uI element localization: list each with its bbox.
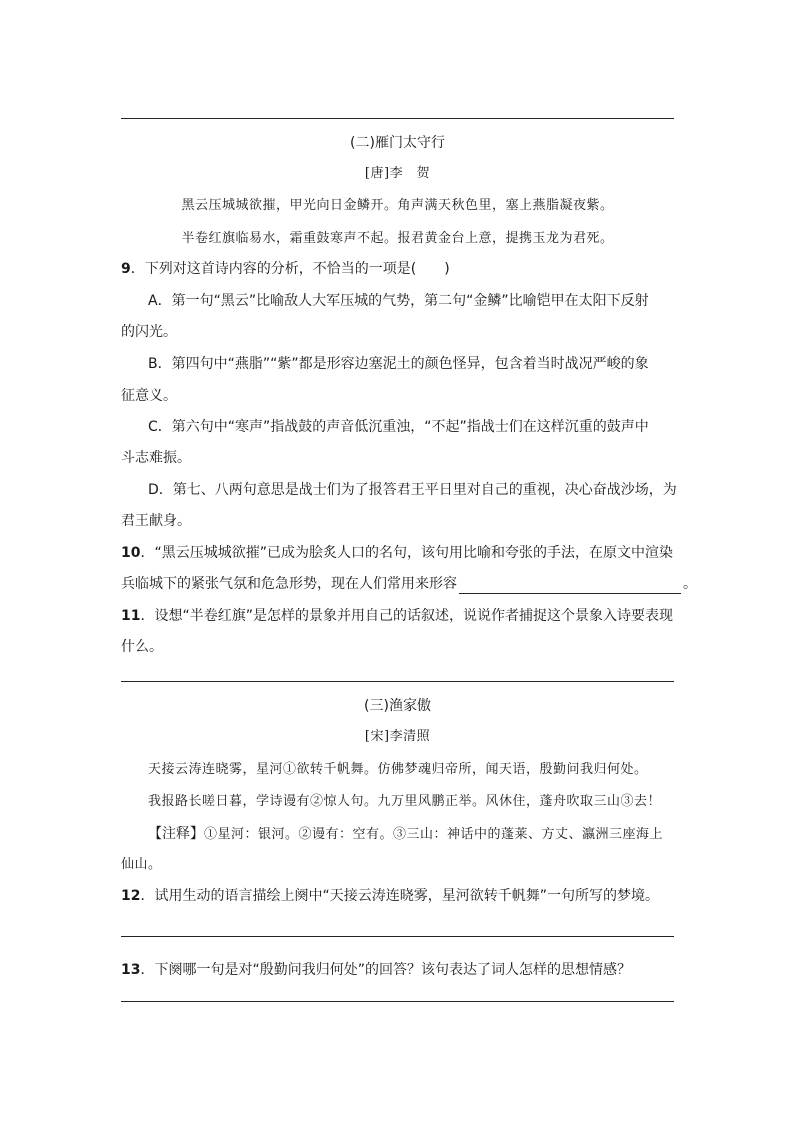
question-number: 11 xyxy=(121,608,141,624)
question-text: ．设想“半卷红旗”是怎样的景象并用自己的话叙述，说说作者捕捉这个景象入诗要表现 xyxy=(140,608,673,624)
poem-title-yanmen: (二)雁门太守行 xyxy=(350,135,445,151)
answer-blank[interactable] xyxy=(459,579,681,594)
poem-line-2: 半卷红旗临易水，霜重鼓寒声不起。报君黄金台上意，提携玉龙为君死。 xyxy=(181,231,614,246)
annotation-text: ①星河：银河。②谩有：空有。③三山：神话中的蓬莱、方丈、瀛洲三座海上 xyxy=(204,827,664,842)
question-stem: ．下列对这首诗内容的分析，不恰当的一项是( ) xyxy=(130,261,450,277)
poem-author-yanmen: [唐]李 贺 xyxy=(364,166,431,181)
question-text: ．下阕哪一句是对“殷勤问我归何处”的回答？该句表达了词人怎样的思想情感？ xyxy=(140,962,631,978)
option-b-line1: B．第四句中“燕脂”“紫”都是形容边塞泥土的颜色怪异，包含着当时战况严峻的象 xyxy=(148,356,649,372)
question-number: 13 xyxy=(121,962,141,978)
question-text: ．试用生动的语言描绘上阕中“天接云涛连晓雾，星河欲转千帆舞”一句所写的梦境。 xyxy=(140,888,659,904)
option-d-line1: D．第七、八两句意思是战士们为了报答君王平日里对自己的重视，决心奋战沙场，为 xyxy=(148,482,677,498)
question-11-line1 xyxy=(121,606,673,626)
question-number: 12 xyxy=(121,888,141,904)
poem-line-1: 黑云压城城欲摧，甲光向日金鳞开。角声满天秋色里，塞上燕脂凝夜紫。 xyxy=(181,198,614,213)
option-b-line2: 征意义。 xyxy=(121,388,177,404)
question-text: 兵临城下的紧张气氛和危急形势，现在人们常用来形容 xyxy=(121,576,457,592)
option-a-line1: A．第一句“黑云”比喻敌人大军压城的气势，第二句“金鳞”比喻铠甲在太阳下反射 xyxy=(148,293,649,309)
question-9 xyxy=(121,259,450,279)
annotation-label: 【注释】 xyxy=(148,826,204,842)
option-c-line2: 斗志难振。 xyxy=(121,450,191,466)
question-13 xyxy=(121,960,631,980)
option-c-line1: C．第六句中“寒声”指战鼓的声音低沉重浊，“不起”指战士们在这样沉重的鼓声中 xyxy=(148,419,649,435)
question-number: 9 xyxy=(121,261,131,277)
question-12 xyxy=(121,886,659,906)
question-end: 。 xyxy=(683,576,697,592)
divider-top xyxy=(121,118,674,119)
ci-line-1: 天接云涛连晓雾，星河①欲转千帆舞。仿佛梦魂归帝所，闻天语，殷勤问我归何处。 xyxy=(148,762,648,777)
answer-line-13[interactable] xyxy=(121,1001,674,1002)
question-10-line1 xyxy=(121,543,673,563)
question-number: 10 xyxy=(121,545,141,561)
annotation-line2: 仙山。 xyxy=(121,857,162,872)
divider-middle xyxy=(121,681,674,682)
poem-title-yujiaao: (三)渔家傲 xyxy=(364,698,431,714)
question-text: ．“黑云压城城欲摧”已成为脍炙人口的名句，该句用比喻和夸张的手法，在原文中渲染 xyxy=(140,545,673,561)
ci-line-2: 我报路长嗟日暮，学诗谩有②惊人句。九万里风鹏正举。风休住，蓬舟吹取三山③去！ xyxy=(148,794,662,809)
option-a-line2: 的闪光。 xyxy=(121,324,177,340)
answer-line-12[interactable] xyxy=(121,936,674,937)
question-11-line2: 什么。 xyxy=(121,639,163,655)
annotation-line1 xyxy=(148,824,663,845)
question-10-line2 xyxy=(121,574,697,594)
poem-author-yujiaao: [宋]李清照 xyxy=(364,729,431,744)
option-d-line2: 君王献身。 xyxy=(121,513,191,529)
